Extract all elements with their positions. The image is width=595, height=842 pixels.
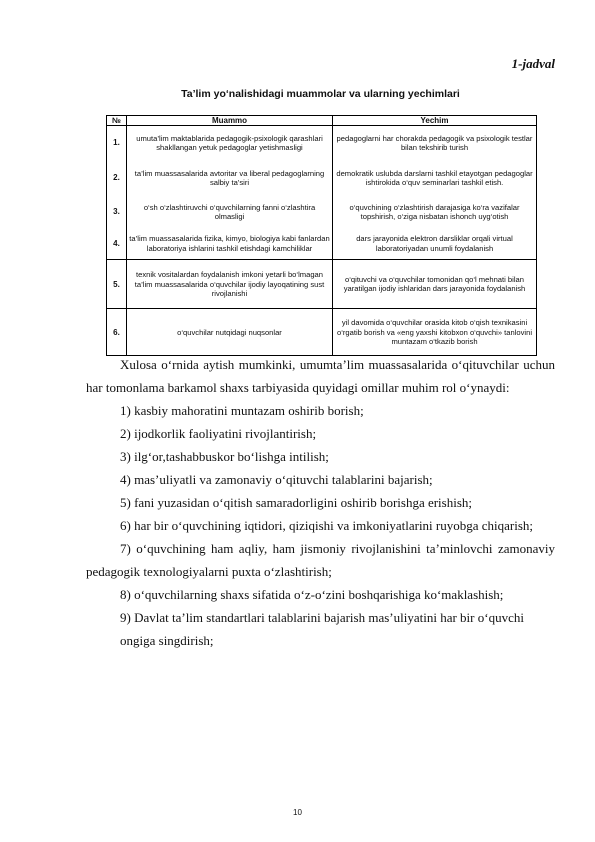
- header-number: №: [107, 116, 127, 126]
- body-text: [86, 353, 555, 652]
- table-header-row: [107, 116, 537, 126]
- list-item: 3) ilg‘or,tashabbuskor bo‘lishga intilish;: [120, 449, 329, 464]
- solution-cell: dars jarayonida elektron darsliklar orqali virtual laboratoriyadan unumli foydalanish: [333, 228, 537, 260]
- list-item: 8) o‘quvchilarning shaxs sifatida o‘z-o‘zini boshqarishiga ko‘maklashish;: [120, 587, 504, 602]
- problem-cell: o‘sh o‘zlashtiruvchi o‘quvchilarning fanni o‘zlashtira olmasligi: [127, 196, 333, 228]
- solution-cell: demokratik uslubda darslarni tashkil etayotgan pedagoglar ishtirokida o‘quv seminarlari tashkil etish.: [333, 160, 537, 196]
- row-number: 3.: [107, 196, 127, 228]
- list-item: 9) Davlat ta’lim standartlari talablarini bajarish mas’uliyatini har bir o‘quvchi: [120, 610, 524, 625]
- solution-cell: yil davomida o‘quvchilar orasida kitob o‘qish texnikasini o‘rgatib borish va «eng yaxshi kitobxon o‘quvchi» tanlovini muntazam o‘tkazib borish: [333, 309, 537, 356]
- problem-cell: texnik vositalardan foydalanish imkoni yetarli bo‘lmagan ta’lim muassasalarida o‘quvchilar ijodiy layoqatining sust rivojlanishi: [127, 260, 333, 309]
- row-number: 6.: [107, 309, 127, 356]
- problems-solutions-table: [106, 115, 537, 356]
- table-row: [107, 126, 537, 160]
- row-number: 4.: [107, 228, 127, 260]
- table-title: Ta’lim yo‘nalishidagi muammolar va ularning yechimlari: [181, 88, 460, 100]
- table-row: [107, 309, 537, 356]
- list-item: 5) fani yuzasidan o‘qitish samaradorligini oshirib borishga erishish;: [120, 495, 473, 510]
- solution-cell: pedagoglarni har chorakda pedagogik va psixologik testlar bilan tekshirib turish: [333, 126, 537, 160]
- problem-cell: o‘quvchilar nutqidagi nuqsonlar: [127, 309, 333, 356]
- problem-cell: ta’lim muassasalarida avtoritar va liberal pedagoglarning salbiy ta’siri: [127, 160, 333, 196]
- list-item-continuation: ongiga singdirish;: [120, 633, 214, 648]
- table-row: [107, 196, 537, 228]
- list-item: 7) o‘quvchining ham aqliy, ham jismoniy rivojlanishini ta’minlovchi zamonaviy pedagogik texnologiyalarni puxta o‘zlashtirish;: [86, 541, 555, 579]
- row-number: 2.: [107, 160, 127, 196]
- table-row: [107, 228, 537, 260]
- header-problem: Muammo: [127, 116, 333, 126]
- intro-paragraph: Xulosa o‘rnida aytish mumkinki, umumta’lim muassasalarida o‘qituvchilar uchun har tomonlama barkamol shaxs tarbiyasida quyidagi omillar muhim rol o‘ynaydi:: [86, 357, 555, 395]
- list-item: 4) mas’uliyatli va zamonaviy o‘qituvchi talablarini bajarish;: [120, 472, 433, 487]
- list-item: 6) har bir o‘quvchining iqtidori, qiziqishi va imkoniyatlarini ruyobga chiqarish;: [120, 518, 534, 533]
- list-item: 2) ijodkorlik faoliyatini rivojlantirish;: [120, 426, 317, 441]
- table-label: 1-jadval: [511, 56, 555, 71]
- solution-cell: o‘quvchining o‘zlashtirish darajasiga ko‘ra vazifalar topshirish, o‘ziga nisbatan ishonch uyg‘otish: [333, 196, 537, 228]
- table-row: [107, 260, 537, 309]
- header-solution: Yechim: [333, 116, 537, 126]
- list-item: 1) kasbiy mahoratini muntazam oshirib borish;: [120, 403, 364, 418]
- row-number: 1.: [107, 126, 127, 160]
- problem-cell: umuta’lim maktablarida pedagogik-psixologik qarashlari shakllangan yetuk pedagoglar yetishmasligi: [127, 126, 333, 160]
- row-number: 5.: [107, 260, 127, 309]
- solution-cell: o‘qituvchi va o‘quvchilar tomonidan qo‘l mehnati bilan yaratilgan ijodiy ishlaridan dars jarayonida foydalanish: [333, 260, 537, 309]
- table-row: [107, 160, 537, 196]
- problem-cell: ta’lim muassasalarida fizika, kimyo, biologiya kabi fanlardan laboratoriya ishlarini tashkil etishdagi kamchiliklar: [127, 228, 333, 260]
- page-number: 10: [293, 808, 302, 817]
